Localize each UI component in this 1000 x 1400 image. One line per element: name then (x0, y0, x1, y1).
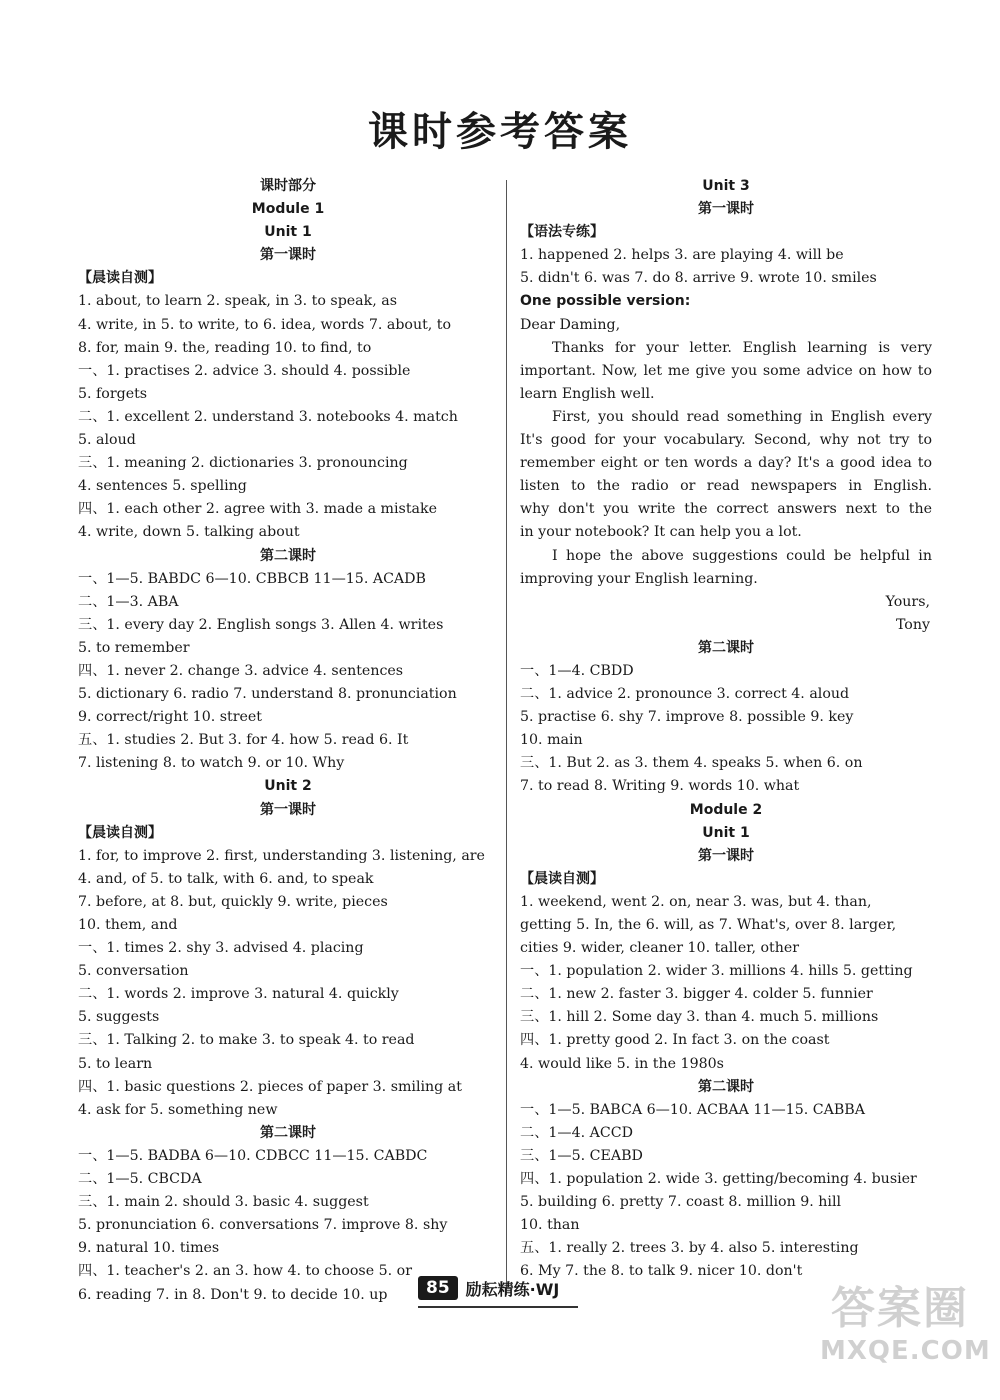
answer-line: 1. weekend, went 2. on, near 3. was, but 4. than, (520, 893, 872, 910)
answer-line: 四、1. basic questions 2. pieces of paper 3. smiling at (78, 1078, 462, 1095)
answer-line: 4. write, down 5. talking about (78, 524, 300, 541)
answer-line: 5. aloud (78, 432, 136, 449)
section-heading: Module 2 (689, 801, 763, 818)
answer-line: 10. them, and (78, 917, 178, 933)
watermark-url: MXQE.COM (820, 1336, 991, 1366)
answer-line: cities 9. wider, cleaner 10. taller, other (520, 940, 800, 957)
answer-line: 5. building 6. pretty 7. coast 8. million 9. hill (520, 1194, 842, 1211)
answer-line: 4. write, in 5. to write, to 6. idea, words 7. about, to (78, 316, 452, 333)
answer-line: 10. than (520, 1217, 580, 1234)
section-heading: 第二课时 (260, 1124, 316, 1141)
answer-line: 7. before, at 8. but, quickly 9. write, pieces (78, 893, 388, 910)
answer-line: 6. My 7. the 8. to talk 9. nicer 10. don't (520, 1263, 803, 1280)
section-heading: Unit 2 (264, 778, 312, 795)
answer-line: 二、1. advice 2. pronounce 3. correct 4. aloud (520, 686, 850, 703)
answer-line: in your notebook? It can help you a lot. (520, 524, 802, 541)
answer-line: 5. forgets (78, 385, 148, 402)
answer-line: 四、1. population 2. wide 3. getting/becoming 4. busier (520, 1171, 917, 1188)
section-heading: 第一课时 (260, 247, 316, 264)
answer-line: 5. to remember (78, 639, 190, 656)
answer-line: 7. listening 8. to watch 9. or 10. Why (78, 755, 345, 772)
answer-line: 五、1. really 2. trees 3. by 4. also 5. interesting (520, 1240, 859, 1257)
answer-line: important. Now, let me give you some advice on how to (520, 362, 932, 379)
answer-line: Yours, (885, 593, 930, 610)
watermark-text: 答案圈 (831, 1283, 969, 1334)
section-heading: Unit 3 (702, 178, 750, 194)
answer-line: 8. for, main 9. the, reading 10. to find, to (78, 339, 372, 356)
answer-line: 1. for, to improve 2. first, understanding 3. listening, are (78, 847, 485, 864)
right-answer-column (520, 175, 932, 1284)
answer-line: 二、1. excellent 2. understand 3. notebooks 4. match (78, 408, 458, 425)
answer-line: 一、1. times 2. shy 3. advised 4. placing (78, 940, 364, 957)
footer-rule (418, 1306, 578, 1308)
answer-line: 一、1—4. CBDD (520, 662, 634, 679)
answer-line: 四、1. teacher's 2. an 3. how 4. to choose 5. or (78, 1263, 412, 1280)
section-heading: 第二课时 (698, 1078, 754, 1095)
section-heading: Module 1 (251, 201, 325, 218)
answer-line: 二、1. new 2. faster 3. bigger 4. colder 5. funnier (520, 986, 873, 1003)
answer-line: learn English well. (520, 385, 655, 402)
answer-line: 9. correct/right 10. street (78, 709, 263, 726)
answer-line: 6. reading 7. in 8. Don't 9. to decide 10. up (78, 1286, 388, 1303)
answer-line: 二、1—3. ABA (78, 593, 179, 610)
section-heading: 第一课时 (698, 201, 754, 218)
answer-line: remember eight or ten words a day? It's a good idea to (520, 455, 932, 472)
answer-line: Thanks for your letter. English learning is very (552, 339, 932, 356)
answer-line: 5. pronunciation 6. conversations 7. improve 8. shy (78, 1217, 448, 1234)
answer-line: getting 5. In, the 6. will, as 7. What's, over 8. larger, (520, 917, 897, 933)
section-heading: 课时部分 (260, 178, 316, 194)
answer-line: 9. natural 10. times (78, 1240, 220, 1257)
page-title: 课时参考答案 (368, 108, 632, 155)
answer-line: First, you should read something in English every (552, 408, 932, 425)
answer-line: 二、1—4. ACCD (520, 1124, 633, 1141)
answer-line: 5. dictionary 6. radio 7. understand 8. pronunciation (78, 686, 457, 703)
answer-line: 一、1—5. BADBA 6—10. CDBCC 11—15. CABDC (78, 1147, 428, 1164)
answer-line: 三、1. meaning 2. dictionaries 3. pronouncing (78, 455, 408, 472)
answer-line: 5. suggests (78, 1009, 160, 1026)
page-footer (418, 1270, 559, 1306)
answer-line: 三、1. main 2. should 3. basic 4. suggest (78, 1194, 369, 1211)
answer-line: I hope the above suggestions could be helpful in (552, 547, 932, 564)
answer-line: listen to the radio or read newspapers in English. (520, 478, 932, 495)
column-divider (506, 180, 507, 1295)
answer-line: 一、1. population 2. wider 3. millions 4. hills 5. getting (520, 963, 913, 980)
answer-line: 1. happened 2. helps 3. are playing 4. will be (520, 247, 844, 264)
answer-line: 三、1. hill 2. Some day 3. than 4. much 5. millions (520, 1009, 879, 1026)
section-heading: Unit 1 (264, 224, 312, 241)
answer-line: 7. to read 8. Writing 9. words 10. what (520, 778, 800, 795)
answer-line: 四、1. never 2. change 3. advice 4. sentences (78, 662, 404, 679)
answer-line: 4. sentences 5. spelling (78, 478, 247, 495)
answer-line: 四、1. each other 2. agree with 3. made a mistake (78, 501, 437, 518)
answer-line: 二、1—5. CBCDA (78, 1171, 202, 1188)
answer-line: 五、1. studies 2. But 3. for 4. how 5. read 6. It (78, 732, 409, 749)
answer-line: 一、1—5. BABCA 6—10. ACBAA 11—15. CABBA (520, 1101, 865, 1118)
section-heading: Unit 1 (702, 824, 750, 841)
answer-line: 1. about, to learn 2. speak, in 3. to speak, as (78, 293, 397, 310)
section-heading: 第二课时 (698, 639, 754, 656)
answer-line: 5. didn't 6. was 7. do 8. arrive 9. wrote 10. smiles (520, 270, 877, 287)
section-heading: 第一课时 (260, 801, 316, 818)
answer-line: 4. would like 5. in the 1980s (520, 1055, 724, 1072)
answer-line: 【晨读自测】 (78, 270, 162, 287)
answer-line: improving your English learning. (520, 570, 758, 587)
answer-line: Dear Daming, (520, 316, 621, 333)
answer-line: 二、1. words 2. improve 3. natural 4. quickly (78, 986, 399, 1003)
answer-line: It's good for your vocabulary. Second, why not try to (520, 432, 932, 449)
answer-line: 【语法专练】 (520, 224, 604, 241)
section-heading: 第二课时 (260, 547, 316, 564)
answer-line: 【晨读自测】 (520, 870, 604, 887)
page-number: 85 (418, 1276, 458, 1300)
answer-line: 【晨读自测】 (78, 824, 162, 841)
answer-line: 4. ask for 5. something new (78, 1101, 278, 1118)
answer-line: 四、1. pretty good 2. In fact 3. on the coast (520, 1032, 830, 1049)
left-answer-column (78, 175, 498, 1307)
answer-line: 三、1. But 2. as 3. them 4. speaks 5. when 6. on (520, 755, 863, 772)
answer-line: 5. practise 6. shy 7. improve 8. possible 9. key (520, 709, 854, 726)
answer-line: 5. conversation (78, 963, 189, 980)
answer-line: 一、1. practises 2. advice 3. should 4. possible (78, 362, 411, 379)
watermark-logo (820, 1272, 991, 1382)
answer-line: 三、1. Talking 2. to make 3. to speak 4. to read (78, 1032, 415, 1049)
answer-line: 5. to learn (78, 1055, 153, 1072)
answer-line: 三、1—5. CEABD (520, 1147, 643, 1164)
section-heading: 第一课时 (698, 847, 754, 864)
answer-line: 4. and, of 5. to talk, with 6. and, to speak (78, 870, 374, 887)
answer-line: 一、1—5. BABDC 6—10. CBBCB 11—15. ACADB (78, 570, 426, 587)
answer-line: One possible version: (520, 293, 691, 310)
answer-line: 10. main (520, 732, 583, 749)
answer-line: why don't you write the correct answers next to the (520, 501, 932, 518)
brand-name: 励耘精练·WJ (465, 1279, 560, 1299)
answer-line: Tony (895, 616, 930, 633)
answer-line: 三、1. every day 2. English songs 3. Allen 4. writes (78, 616, 444, 633)
